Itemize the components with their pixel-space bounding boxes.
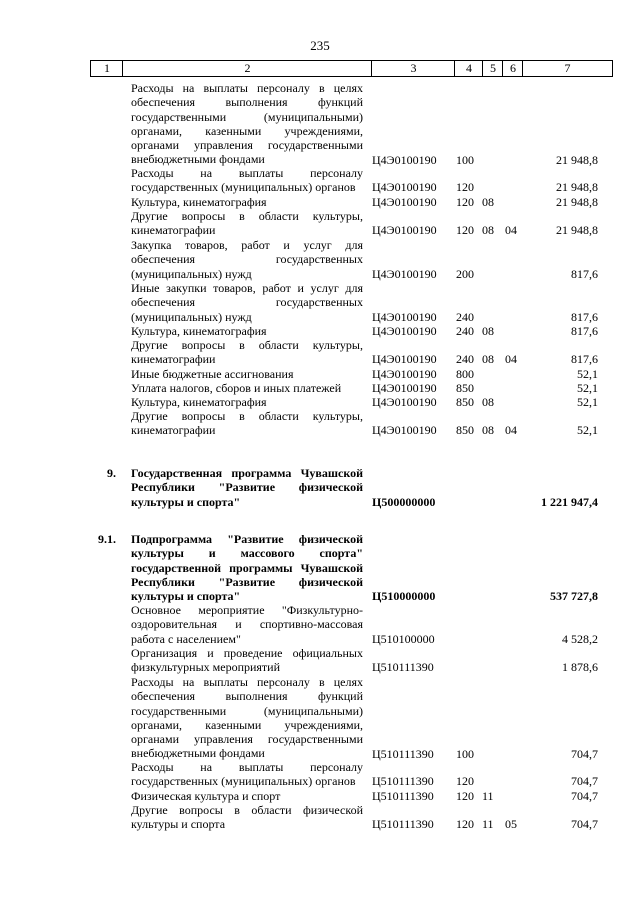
table-row — [0, 324, 640, 338]
row-amount: 52,1 — [577, 381, 598, 395]
row-name: Расходы на выплаты персоналу государственных (муниципальных) органов — [131, 166, 363, 195]
row-amount: 704,7 — [571, 746, 598, 761]
row-name: Расходы на выплаты персоналу государственных (муниципальных) органов — [131, 760, 363, 789]
row-code: Ц510100000 — [372, 631, 435, 646]
row-col5: 11 — [482, 817, 494, 832]
row-col5: 08 — [482, 324, 494, 338]
row-name: Подпрограмма "Развитие физической культуры и массового спорта" государственной программы Чувашской Республики "Развитие физической культуры и спорта" — [131, 532, 363, 604]
table-row — [0, 409, 640, 438]
row-amount: 1 878,6 — [562, 660, 598, 675]
column-header-7: 7 — [522, 60, 613, 77]
row-amount: 52,1 — [577, 367, 598, 381]
column-header-4: 4 — [454, 60, 483, 77]
column-header-5: 5 — [482, 60, 503, 77]
row-col4: 120 — [456, 817, 474, 832]
row-name: Иные закупки товаров, работ и услуг для обеспечения государственных (муниципальных) нужд — [131, 281, 363, 324]
row-code: Ц4Э0100190 — [372, 367, 437, 381]
row-code: Ц510111390 — [372, 817, 434, 832]
row-name: Уплата налогов, сборов и иных платежей — [131, 381, 342, 395]
row-col4: 850 — [456, 423, 474, 438]
row-col4: 240 — [456, 309, 474, 324]
row-amount: 4 528,2 — [562, 631, 598, 646]
row-amount: 704,7 — [571, 774, 598, 789]
row-name: Расходы на выплаты персоналу в целях обеспечения выполнения функций государственными (муниципальными) органами, казенными учреждениями, органами управления государственными внебюджетными фондами — [131, 81, 363, 167]
table-header — [90, 60, 612, 76]
row-name: Закупка товаров, работ и услуг для обеспечения государственных (муниципальных) нужд — [131, 238, 363, 281]
row-col5: 08 — [482, 195, 494, 209]
table-row — [0, 166, 640, 195]
row-code: Ц510111390 — [372, 746, 434, 761]
table-row — [0, 381, 640, 395]
table-row — [0, 603, 640, 646]
row-code: Ц4Э0100190 — [372, 195, 437, 209]
row-number: 9. — [107, 466, 116, 480]
row-code: Ц4Э0100190 — [372, 180, 437, 195]
row-name: Организация и проведение официальных физкультурных мероприятий — [131, 646, 363, 675]
row-col5: 11 — [482, 789, 494, 803]
table-row — [0, 367, 640, 381]
row-col6: 05 — [505, 817, 517, 832]
row-col5: 08 — [482, 423, 494, 438]
row-name: Другие вопросы в области физической культуры и спорта — [131, 803, 363, 832]
row-name: Культура, кинематография — [131, 324, 267, 338]
row-name: Иные бюджетные ассигнования — [131, 367, 294, 381]
table-row — [0, 338, 640, 367]
row-col4: 200 — [456, 266, 474, 281]
row-code: Ц500000000 — [372, 494, 436, 509]
row-name: Основное мероприятие "Физкультурно-оздоровительная и спортивно-массовая работа с населением" — [131, 603, 363, 646]
column-header-6: 6 — [502, 60, 523, 77]
row-code: Ц4Э0100190 — [372, 266, 437, 281]
row-name: Другие вопросы в области культуры, кинематографии — [131, 409, 363, 438]
row-col4: 100 — [456, 746, 474, 761]
row-code: Ц4Э0100190 — [372, 352, 437, 367]
table-row — [0, 195, 640, 209]
row-name: Культура, кинематография — [131, 395, 267, 409]
row-col4: 850 — [456, 381, 474, 395]
row-code: Ц510111390 — [372, 774, 434, 789]
row-code: Ц4Э0100190 — [372, 381, 437, 395]
row-col6: 04 — [505, 223, 517, 238]
row-name: Расходы на выплаты персоналу в целях обеспечения выполнения функций государственными (муниципальными) органами, казенными учреждениями, органами управления государственными внебюджетными фондами — [131, 675, 363, 761]
table-row — [0, 81, 640, 167]
row-code: Ц4Э0100190 — [372, 395, 437, 409]
row-name: Государственная программа Чувашской Республики "Развитие физической культуры и спорта" — [131, 466, 363, 509]
row-col4: 120 — [456, 195, 474, 209]
row-col4: 120 — [456, 774, 474, 789]
row-col4: 800 — [456, 367, 474, 381]
table-row — [0, 789, 640, 803]
row-amount: 704,7 — [571, 789, 598, 803]
row-col4: 120 — [456, 789, 474, 803]
table-row — [0, 238, 640, 281]
row-col6: 04 — [505, 352, 517, 367]
row-code: Ц4Э0100190 — [372, 152, 437, 167]
row-code: Ц510111390 — [372, 660, 434, 675]
column-header-2: 2 — [122, 60, 372, 77]
table-row — [0, 675, 640, 761]
row-amount: 537 727,8 — [550, 589, 598, 604]
row-amount: 817,6 — [571, 352, 598, 367]
row-col5: 08 — [482, 352, 494, 367]
row-amount: 52,1 — [577, 423, 598, 438]
table-row — [0, 281, 640, 324]
table-row — [0, 209, 640, 238]
row-code: Ц4Э0100190 — [372, 309, 437, 324]
row-col4: 120 — [456, 223, 474, 238]
row-amount: 1 221 947,4 — [541, 494, 598, 509]
row-code: Ц4Э0100190 — [372, 324, 437, 338]
row-name: Культура, кинематография — [131, 195, 267, 209]
row-number: 9.1. — [98, 532, 116, 546]
row-amount: 817,6 — [571, 309, 598, 324]
column-header-3: 3 — [371, 60, 455, 77]
row-name: Другие вопросы в области культуры, кинематографии — [131, 338, 363, 367]
row-code: Ц4Э0100190 — [372, 223, 437, 238]
row-col4: 100 — [456, 152, 474, 167]
row-amount: 704,7 — [571, 817, 598, 832]
row-code: Ц510000000 — [372, 589, 436, 604]
row-code: Ц4Э0100190 — [372, 423, 437, 438]
row-name: Другие вопросы в области культуры, кинематографии — [131, 209, 363, 238]
row-col5: 08 — [482, 395, 494, 409]
row-col4: 850 — [456, 395, 474, 409]
row-name: Физическая культура и спорт — [131, 789, 281, 803]
row-col6: 04 — [505, 423, 517, 438]
page-number: 235 — [310, 38, 330, 53]
table-row — [0, 760, 640, 789]
row-col4: 240 — [456, 352, 474, 367]
row-col4: 240 — [456, 324, 474, 338]
row-amount: 817,6 — [571, 324, 598, 338]
row-amount: 21 948,8 — [556, 180, 598, 195]
row-amount: 21 948,8 — [556, 195, 598, 209]
row-amount: 21 948,8 — [556, 152, 598, 167]
table-row — [0, 466, 640, 509]
row-col5: 08 — [482, 223, 494, 238]
column-header-1: 1 — [90, 60, 123, 77]
row-amount: 52,1 — [577, 395, 598, 409]
table-row — [0, 803, 640, 832]
row-amount: 817,6 — [571, 266, 598, 281]
table-row — [0, 395, 640, 409]
row-amount: 21 948,8 — [556, 223, 598, 238]
table-row — [0, 532, 640, 604]
row-code: Ц510111390 — [372, 789, 434, 803]
row-col4: 120 — [456, 180, 474, 195]
table-row — [0, 646, 640, 675]
